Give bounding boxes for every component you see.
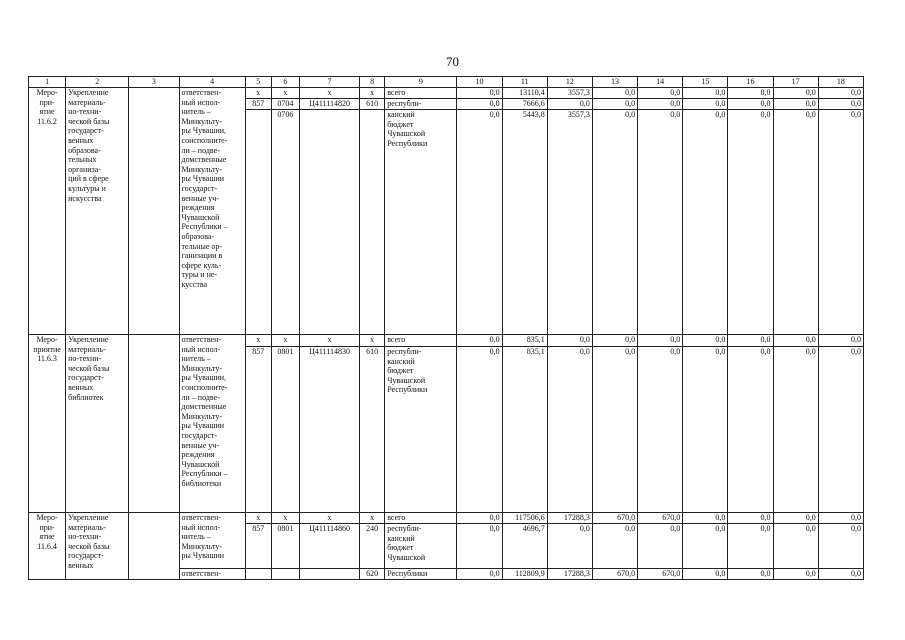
value-cell: 0,0 [773, 569, 818, 580]
code-cell-c8: 610 [360, 347, 385, 513]
column-header: 10 [457, 77, 502, 88]
code-cell-c5: х [245, 88, 271, 99]
code-cell-c6: х [271, 335, 299, 347]
funding-source: всего [385, 88, 457, 99]
table-row [29, 88, 864, 99]
value-cell: 17288,3 [547, 569, 592, 580]
code-cell-c8: х [360, 335, 385, 347]
value-cell: 0,0 [457, 110, 502, 335]
value-cell: 3557,3 [547, 110, 592, 335]
value-cell: 0,0 [638, 88, 683, 99]
value-cell: 0,0 [457, 335, 502, 347]
column-header-row [29, 77, 864, 88]
value-cell: 0,0 [728, 99, 773, 110]
value-cell: 670,0 [592, 569, 637, 580]
value-cell: 0,0 [457, 524, 502, 569]
code-cell-c8: х [360, 88, 385, 99]
value-cell: 670,0 [638, 513, 683, 524]
value-cell: 0,0 [683, 99, 728, 110]
executor-cell: ответствен- ный испол- нитель – Минкульту- ры Чувашии, соисполните- ли – подве- домственные Минкульту- ры Чувашии государст- венные уч- реждения Чувашской Республики – библиотеки [179, 335, 245, 513]
code-cell-c7: х [299, 513, 359, 524]
column-header: 14 [638, 77, 683, 88]
value-cell: 0,0 [638, 524, 683, 569]
column-header: 11 [502, 77, 547, 88]
executor-cell: ответствен- ный испол- нитель – Минкульту- ры Чувашии [179, 513, 245, 569]
value-cell: 117506,6 [502, 513, 547, 524]
value-cell: 0,0 [773, 347, 818, 513]
value-cell: 0,0 [728, 513, 773, 524]
code-cell-c5: 857 [245, 347, 271, 513]
code-cell-c6: 0801 [271, 347, 299, 513]
value-cell: 0,0 [547, 347, 592, 513]
value-cell: 0,0 [592, 524, 637, 569]
value-cell: 0,0 [818, 88, 863, 99]
column-header: 15 [683, 77, 728, 88]
value-cell: 0,0 [683, 513, 728, 524]
value-cell: 0,0 [638, 99, 683, 110]
value-cell: 0,0 [683, 88, 728, 99]
value-cell: 0,0 [683, 347, 728, 513]
code-cell-c5: х [245, 335, 271, 347]
value-cell: 0,0 [728, 347, 773, 513]
value-cell: 0,0 [457, 99, 502, 110]
code-cell-c6 [271, 569, 299, 580]
value-cell: 0,0 [683, 569, 728, 580]
funding-source: республи- канский бюджет Чувашской Республики [385, 347, 457, 513]
column-header: 17 [773, 77, 818, 88]
value-cell: 0,0 [457, 347, 502, 513]
value-cell: 0,0 [683, 110, 728, 335]
code-cell-c6: 0704 [271, 99, 299, 110]
code-cell-c6: х [271, 88, 299, 99]
value-cell: 0,0 [818, 99, 863, 110]
column-header: 8 [360, 77, 385, 88]
funding-source: Республики [385, 569, 457, 580]
code-cell-c7: Ц411114830 [299, 347, 359, 513]
funding-source: всего [385, 335, 457, 347]
value-cell: 0,0 [728, 335, 773, 347]
value-cell: 670,0 [592, 513, 637, 524]
column-header: 12 [547, 77, 592, 88]
event-number: Меро- приятие 11.6.3 [29, 335, 66, 513]
code-cell-c7 [299, 110, 359, 335]
value-cell: 0,0 [683, 524, 728, 569]
column-3-cell [129, 335, 179, 513]
value-cell: 670,0 [638, 569, 683, 580]
value-cell: 0,0 [773, 524, 818, 569]
code-cell-c7: х [299, 88, 359, 99]
value-cell: 0,0 [638, 347, 683, 513]
value-cell: 4696,7 [502, 524, 547, 569]
value-cell: 0,0 [547, 335, 592, 347]
column-header: 6 [271, 77, 299, 88]
code-cell-c8: х [360, 513, 385, 524]
value-cell: 0,0 [728, 88, 773, 99]
code-cell-c8: 620 [360, 569, 385, 580]
value-cell: 0,0 [773, 513, 818, 524]
code-cell-c5 [245, 569, 271, 580]
value-cell: 7666,6 [502, 99, 547, 110]
value-cell: 0,0 [773, 335, 818, 347]
column-3-cell [129, 88, 179, 335]
value-cell: 0,0 [547, 524, 592, 569]
executor-cell: ответствен- ный испол- нитель – Минкульту- ры Чувашии, соисполните- ли – подве- домственные Минкульту- ры Чувашии государст- венные уч- реждения Чувашской Республики – образова- тельные ор- ганизации в сфере куль- туры и не- кусства [179, 88, 245, 335]
code-cell-c7: х [299, 335, 359, 347]
code-cell-c6: 0801 [271, 524, 299, 569]
code-cell-c5: 857 [245, 524, 271, 569]
budget-table [28, 76, 864, 580]
page-number: 70 [446, 54, 459, 69]
value-cell: 3557,3 [547, 88, 592, 99]
code-cell-c5: х [245, 513, 271, 524]
code-cell-c7 [299, 569, 359, 580]
value-cell: 0,0 [457, 569, 502, 580]
code-cell-c8: 610 [360, 99, 385, 110]
column-header: 13 [592, 77, 637, 88]
column-header: 5 [245, 77, 271, 88]
value-cell: 0,0 [818, 524, 863, 569]
value-cell: 0,0 [592, 110, 637, 335]
value-cell: 0,0 [638, 335, 683, 347]
funding-source: всего [385, 513, 457, 524]
value-cell: 112809,9 [502, 569, 547, 580]
table-row [29, 513, 864, 524]
column-header: 18 [818, 77, 863, 88]
table-row [29, 335, 864, 347]
value-cell: 0,0 [728, 569, 773, 580]
code-cell-c8 [360, 110, 385, 335]
funding-source: канский бюджет Чувашской Республики [385, 110, 457, 335]
value-cell: 835,1 [502, 335, 547, 347]
value-cell: 0,0 [592, 99, 637, 110]
column-3-cell [129, 513, 179, 580]
code-cell-c5: 857 [245, 99, 271, 110]
value-cell: 0,0 [638, 110, 683, 335]
code-cell-c7: Ц411114820 [299, 99, 359, 110]
executor-cell: ответствен- [179, 569, 245, 580]
column-header: 9 [385, 77, 457, 88]
event-number: Меро- при- ятие 11.6.2 [29, 88, 66, 335]
value-cell: 0,0 [773, 110, 818, 335]
event-title: Укрепление материаль- но-техни- ческой базы государст- венных [66, 513, 129, 580]
value-cell: 0,0 [818, 335, 863, 347]
funding-source: республи- канский бюджет Чувашской [385, 524, 457, 569]
value-cell: 0,0 [773, 99, 818, 110]
value-cell: 0,0 [547, 99, 592, 110]
value-cell: 0,0 [592, 335, 637, 347]
funding-source: республи- [385, 99, 457, 110]
value-cell: 5443,8 [502, 110, 547, 335]
code-cell-c8: 240 [360, 524, 385, 569]
column-header: 1 [29, 77, 66, 88]
value-cell: 0,0 [818, 347, 863, 513]
value-cell: 0,0 [683, 335, 728, 347]
column-header: 4 [179, 77, 245, 88]
code-cell-c7: Ц411114860 [299, 524, 359, 569]
value-cell: 0,0 [457, 513, 502, 524]
code-cell-c5 [245, 110, 271, 335]
value-cell: 0,0 [818, 513, 863, 524]
event-title: Укрепление материаль- но-техни- ческой базы государст- венных библиотек [66, 335, 129, 513]
value-cell: 0,0 [818, 110, 863, 335]
column-header: 3 [129, 77, 179, 88]
value-cell: 0,0 [818, 569, 863, 580]
value-cell: 17288,3 [547, 513, 592, 524]
code-cell-c6: 0706 [271, 110, 299, 335]
code-cell-c6: х [271, 513, 299, 524]
value-cell: 0,0 [728, 524, 773, 569]
event-title: Укрепление материаль- но-техни- ческой базы государст- венных образова- тельных организа- ций в сфере культуры и искусства [66, 88, 129, 335]
column-header: 2 [66, 77, 129, 88]
value-cell: 0,0 [592, 347, 637, 513]
value-cell: 0,0 [728, 110, 773, 335]
column-header: 16 [728, 77, 773, 88]
value-cell: 0,0 [773, 88, 818, 99]
value-cell: 0,0 [592, 88, 637, 99]
column-header: 7 [299, 77, 359, 88]
event-number: Меро- при- ятие 11.6.4 [29, 513, 66, 580]
value-cell: 835,1 [502, 347, 547, 513]
value-cell: 0,0 [457, 88, 502, 99]
value-cell: 13110,4 [502, 88, 547, 99]
